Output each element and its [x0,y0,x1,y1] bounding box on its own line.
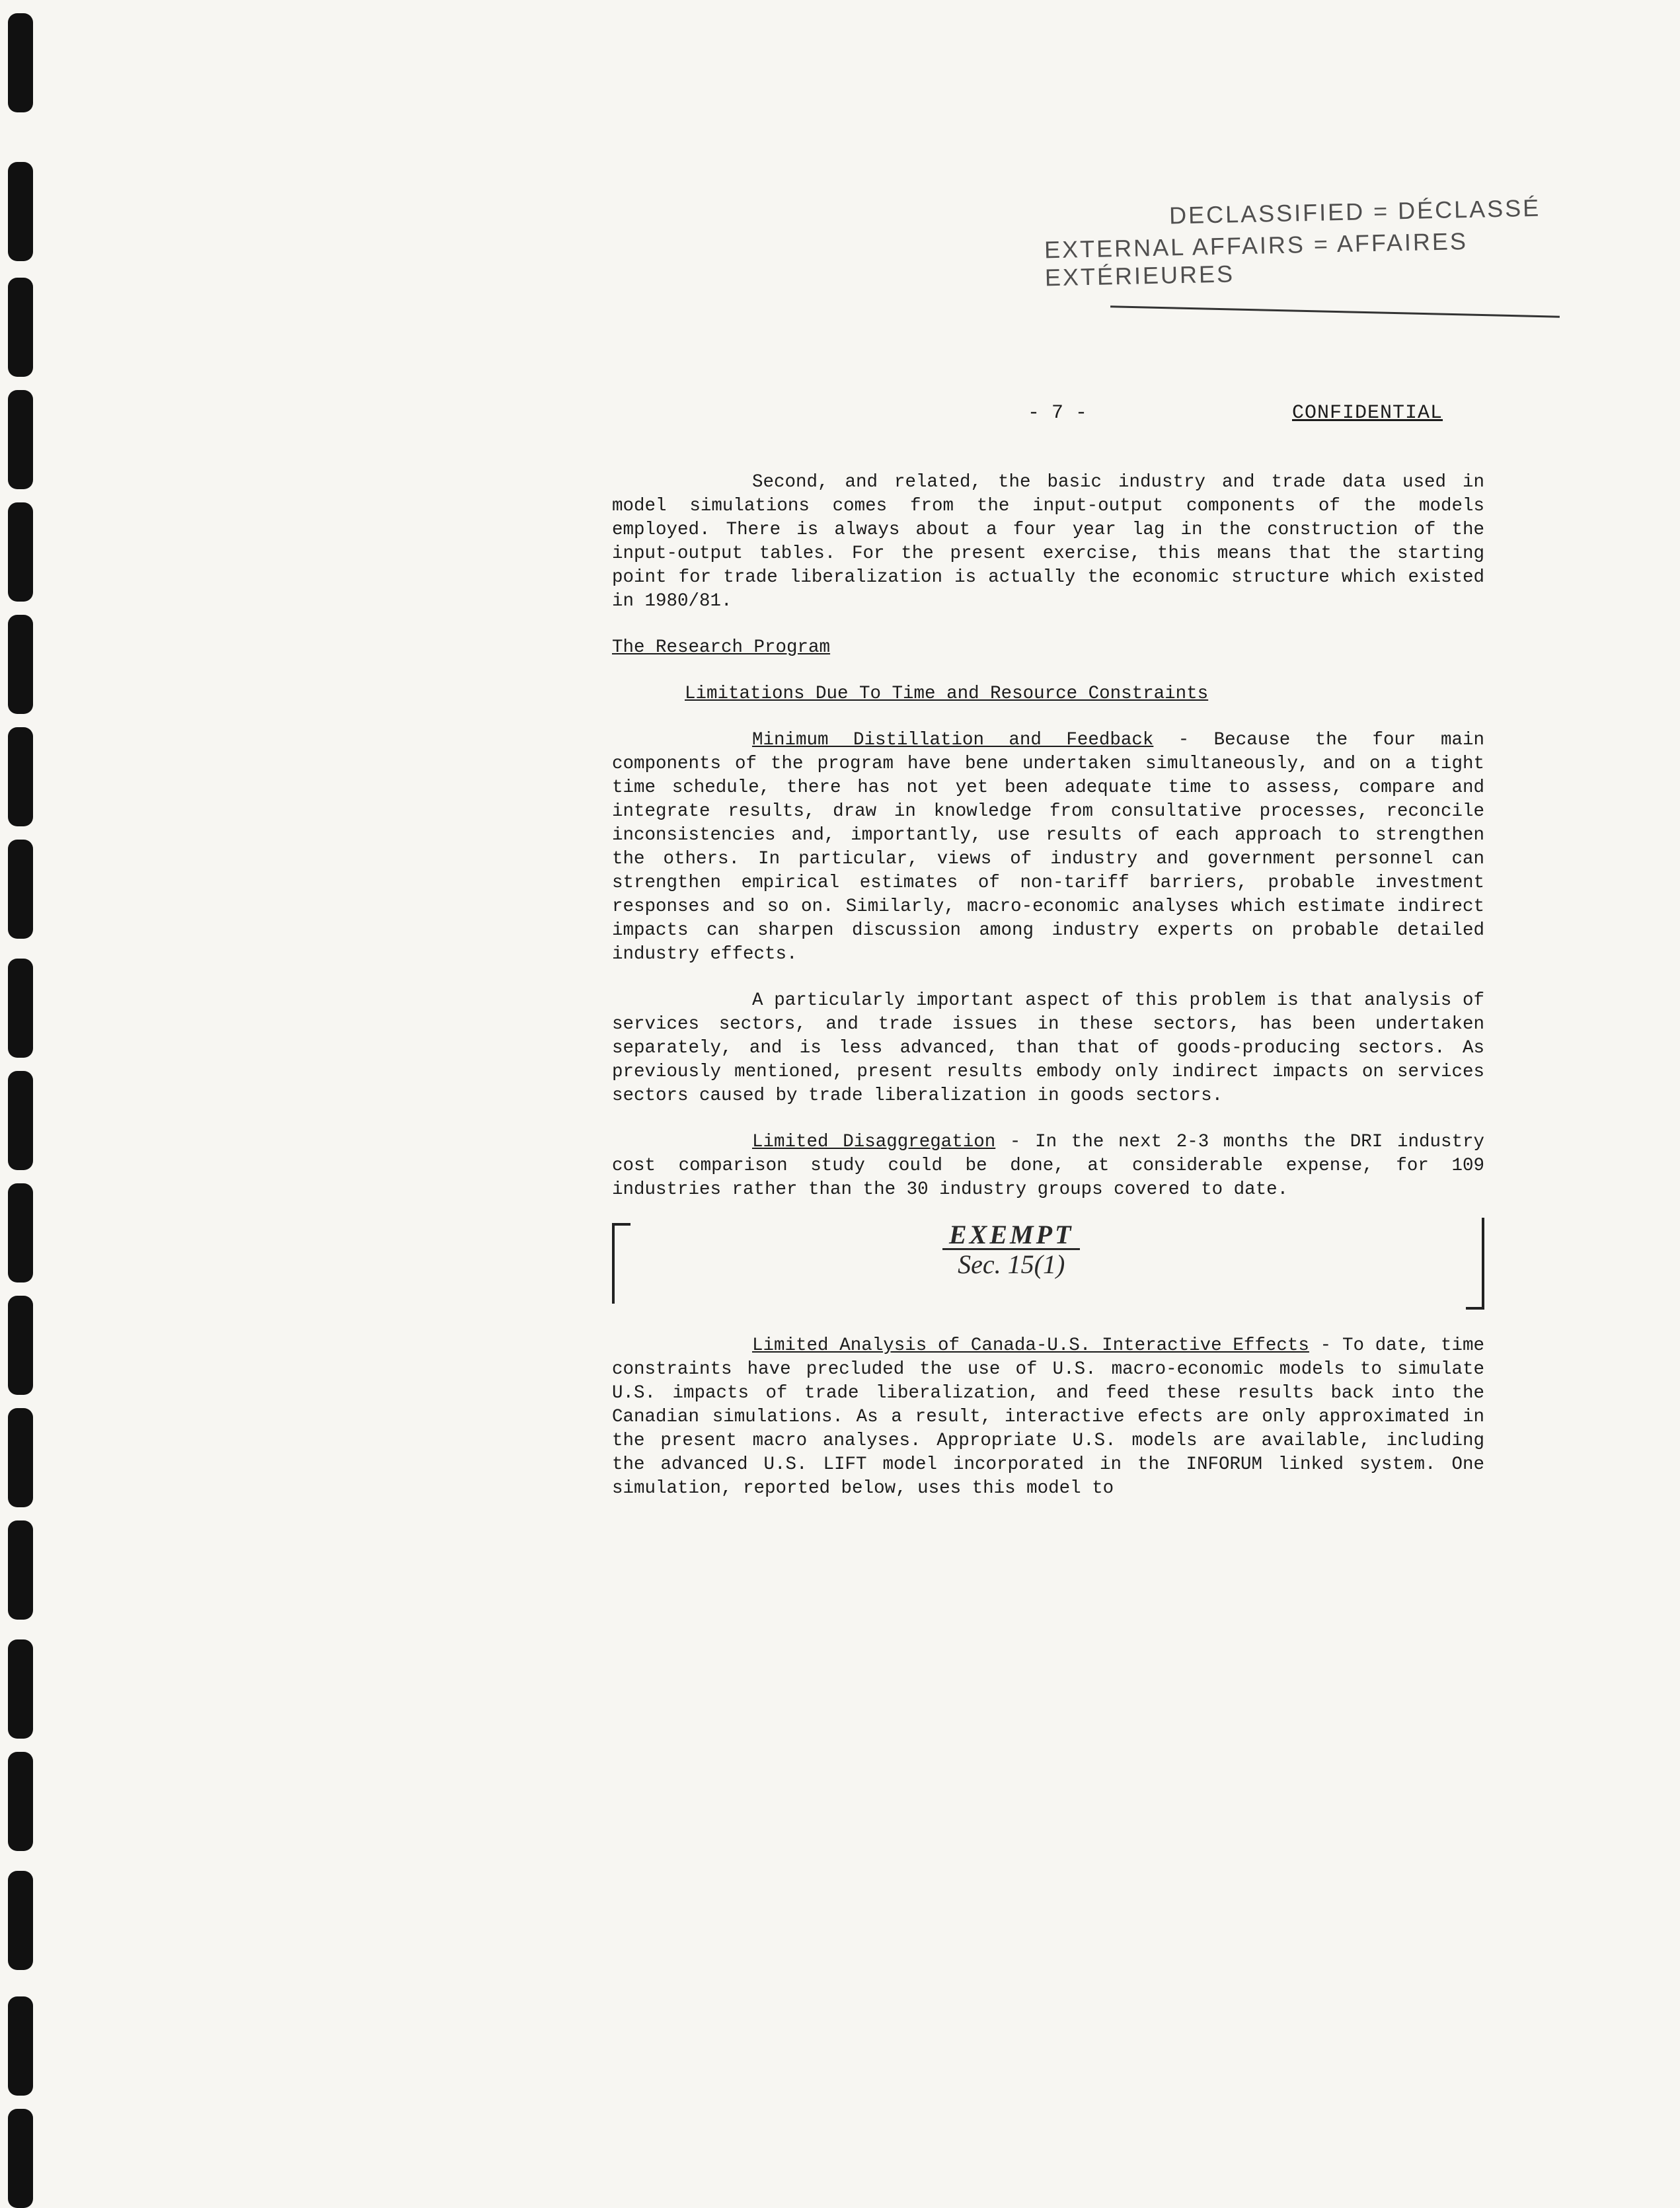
punch-hole [8,1520,33,1620]
punch-hole [8,1752,33,1851]
bracket-right [1466,1218,1484,1310]
punch-hole [8,840,33,939]
paragraph-services-sectors: A particularly important aspect of this problem is that analysis of services sectors, and trade issues in these sectors, has been undertaken separately, and is less advanced, than that of goods-producing sectors. As previously mentioned, present results embody only indirect impacts on services sectors caused by trade liberalization in goods sectors. [612,990,1484,1106]
punch-hole [8,1996,33,2096]
exempt-redaction-box [612,1218,1484,1310]
run-in-heading: Limited Disaggregation [752,1132,996,1152]
punch-hole [8,1408,33,1507]
run-in-heading: Minimum Distillation and Feedback [752,730,1154,750]
declassified-stamp [1044,192,1640,292]
section-heading: The Research Program [612,637,831,658]
stamp-line-declassified: DECLASSIFIED = DÉCLASSÉ [1168,194,1541,229]
punch-hole [8,390,33,489]
punch-hole [8,1871,33,1970]
punch-hole [8,2109,33,2208]
punch-hole [8,1296,33,1395]
punch-hole [8,278,33,377]
paragraph-data-lag: Second, and related, the basic industry and trade data used in model simulations comes from the input-output components of the models employed. There is always about a four year lag in the construction of the input-output tables. For the present exercise, this means that the starting point for trade liberalization is actually the economic structure which existed in 1980/81. [612,472,1484,611]
paragraph-limited-disaggregation [612,1130,1484,1202]
binder-holes [0,0,59,2193]
page-number: - 7 - [1028,402,1088,424]
classification-label: CONFIDENTIAL [1292,402,1443,424]
punch-hole [8,13,33,112]
exempt-stamp [942,1220,1080,1279]
punch-hole [8,1183,33,1282]
punch-hole [8,502,33,602]
punch-hole [8,727,33,826]
paragraph-interactive-effects [612,1334,1484,1501]
punch-hole [8,959,33,1058]
document-body [612,471,1484,1523]
punch-hole [8,1071,33,1170]
paragraph-minimum-distillation [612,729,1484,966]
paragraph-text: - Because the four main components of the program have bene undertaken simultaneously, and on a tight time schedule, there has not yet been adequate time to assess, compare and integrate results, draw in knowledge from consultative processes, reconcile inconsistencies and, importantly, use results of each approach to strengthen the others. In particular, views of industry and government personnel can strengthen empirical estimates of non-tariff barriers, probable investment responses and so on. Similarly, macro-economic analyses which estimate indirect impacts can sharpen discussion among industry experts on probable detailed industry effects. [612,730,1484,965]
run-in-heading: Limited Analysis of Canada-U.S. Interactive Effects [752,1335,1309,1356]
stamp-rule [1110,305,1560,317]
punch-hole [8,615,33,714]
bracket-left [612,1223,630,1304]
exempt-label: EXEMPT [942,1223,1080,1250]
exempt-section: Sec. 15(1) [958,1249,1065,1279]
paragraph-text: - In the next 2-3 months the DRI industry cost comparison study could be done, at considerable expense, for 109 industries rather than the 30 industry groups covered to date. [612,1132,1484,1200]
paragraph-text: - To date, time constraints have precluded the use of U.S. macro-economic models to simulate U.S. impacts of trade liberalization, and feed these results back into the Canadian simulations. As a result, interactive efects are only approximated in the present macro analyses. Appropriate U.S. models are available, including the advanced U.S. LIFT model incorporated in the INFORUM linked system. One simulation, reported below, uses this model to [612,1335,1484,1499]
punch-hole [8,162,33,261]
stamp-line-external-affairs: EXTERNAL AFFAIRS = AFFAIRES EXTÉRIEURES [1044,227,1469,292]
punch-hole [8,1639,33,1739]
subsection-heading: Limitations Due To Time and Resource Constraints [685,684,1209,704]
